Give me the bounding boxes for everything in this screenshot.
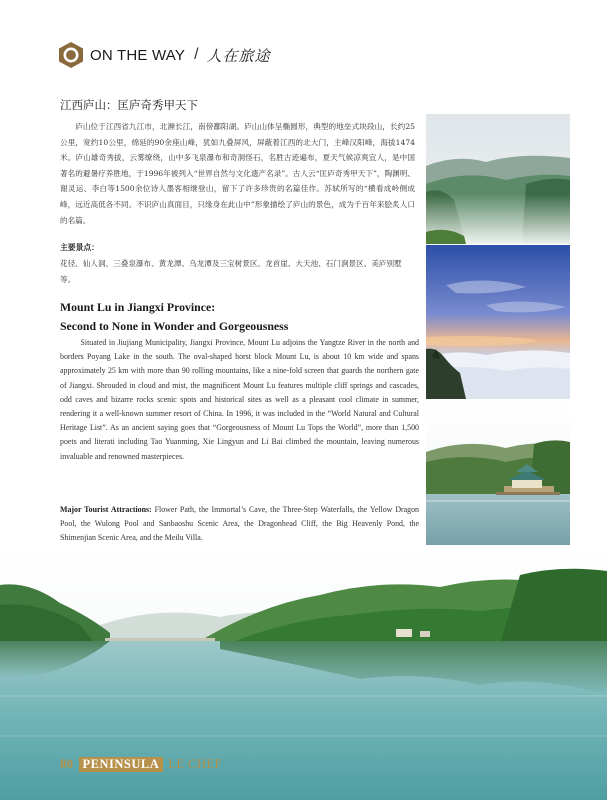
header-title-cn: 人在旅途 — [206, 46, 271, 65]
photo-lake-pavilion — [426, 400, 570, 554]
page-header — [58, 40, 271, 70]
page-number: 80 — [60, 757, 74, 771]
magazine-name: PENINSULA — [79, 757, 164, 772]
cn-attractions-label: 主要景点： — [60, 243, 99, 252]
header-slash: / — [194, 46, 199, 63]
cn-article-body: 庐山位于江西省九江市，北濒长江，南傍鄱阳湖。庐山山体呈椭圆形，典型的地垒式块段山，长约25公里，宽约10公里，绵延的90余座山峰，犹如九叠屏风，屏蔽着江西的北大门，主峰汉阳峰，海拔1474米。庐山雄奇秀拔，云雾缭绕，山中多飞泉瀑布和奇洞怪石，名胜古迹遍布，夏天气候凉爽宜人，是中国著名的避暑疗养胜地，于1996年被列入“世界自然与文化遗产名录”。古人云“匡庐奇秀甲天下”，陶渊明、谢灵运、李白等1500余位诗人墨客相继登山，留下了许多珍贵的名篇佳作。苏轼所写的“横看成岭侧成峰，远近高低各不同。不识庐山真面目，只缘身在此山中”形象描绘了庐山的景色，成为千百年来脍炙人口的名篇。 — [60, 122, 415, 225]
cn-attractions-list: 花径、仙人洞、三叠泉瀑布、黄龙潭、乌龙潭及三宝树景区、龙首崖、大天池、石门涧景区、美庐别墅等。 — [60, 259, 402, 284]
photo-sea-of-clouds — [426, 245, 570, 399]
section-name: LE CHEF — [168, 757, 223, 771]
cn-article-title: 江西庐山：匡庐奇秀甲天下 — [60, 98, 198, 112]
en-attractions-list: Flower Path, the Immortal’s Cave, the Three-Step Waterfalls, the Yellow Dragon Pool, the Wulong Pool and Sanbaoshu Scenic Area, the Dragonhead Cliff, the Big Heavenly Pond, the Shimenjian Scenic Area, and the Meilu Villa. — [60, 505, 419, 543]
en-attractions — [60, 503, 419, 546]
hexagon-o-icon — [58, 41, 84, 69]
en-article-title-line1: Mount Lu in Jiangxi Province: — [60, 300, 216, 314]
page-footer — [60, 757, 222, 772]
en-attractions-label: Major Tourist Attractions: — [60, 505, 152, 514]
en-article-title-line2: Second to None in Wonder and Gorgeousness — [60, 319, 289, 333]
en-article-body: Situated in Jiujiang Municipality, Jiangxi Province, Mount Lu adjoins the Yangtze River in the north and borders Poyang Lake in the south. The oval-shaped horst block Mount Lu, is about 10 km wide and spans approximately 25 km with more than 90 rolling mountains, like a nine-fold screen that guards the northern gate of Jiangxi. Shrouded in cloud and mist, the magnificent Mount Lu features multiple cliff springs and cascades, odd caves and bizarre rocks scenic spots and historical sites as well as a pleasant cool climate in summer, rendering it a well-known summer resort of China. In 1996, it was included in the “World Natural and Cultural Heritage List”. As an ancient saying goes that “Gorgeousness of Mount Lu Tops the World”, more than 1,500 poets and literati including Tao Yuanming, Xie Lingyun and Li Bai climbed the mountain, leaving numerous invaluable and renowned masterpieces. — [60, 338, 419, 461]
header-title-en: ON THE WAY — [90, 46, 186, 64]
photo-misty-valley — [426, 114, 570, 244]
